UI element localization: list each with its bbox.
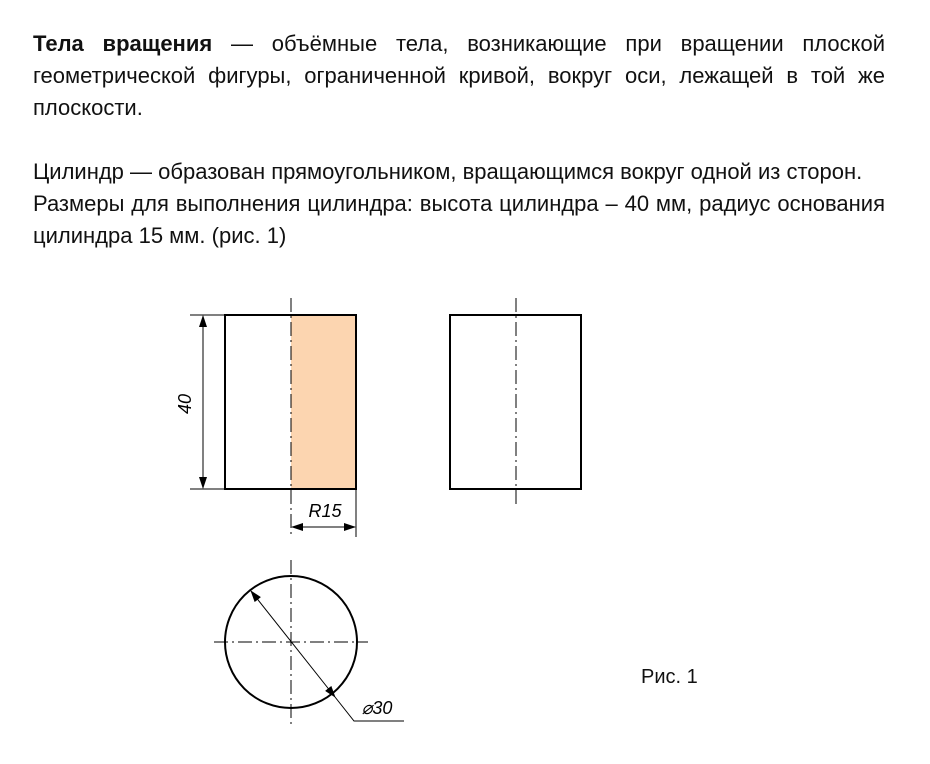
height-label: 40 <box>175 393 195 415</box>
intro-definition: — объёмные тела, возникающие при вращении плоской геометрической фигуры, ограниченной кривой, вокруг оси, лежащей в той же плоскости. <box>33 31 886 120</box>
radius-label: R15 <box>308 501 342 521</box>
front-view <box>175 298 356 537</box>
diameter-dimension-line <box>251 591 335 697</box>
figure-caption: Рис. 1 <box>641 666 698 688</box>
diameter-label: ⌀30 <box>361 698 393 718</box>
cylinder-dimensions: Размеры для выполнения цилиндра: высота цилиндра – 40 мм, радиус основания цилиндра 15 мм. (рис. 1) <box>33 191 885 248</box>
top-view <box>214 560 404 724</box>
intro-term: Тела вращения <box>33 31 213 56</box>
cylinder-definition: Цилиндр — образован прямоугольником, вращающимся вокруг одной из сторон. <box>33 159 863 184</box>
side-view <box>450 298 581 506</box>
front-view-shaded-half <box>291 315 356 489</box>
